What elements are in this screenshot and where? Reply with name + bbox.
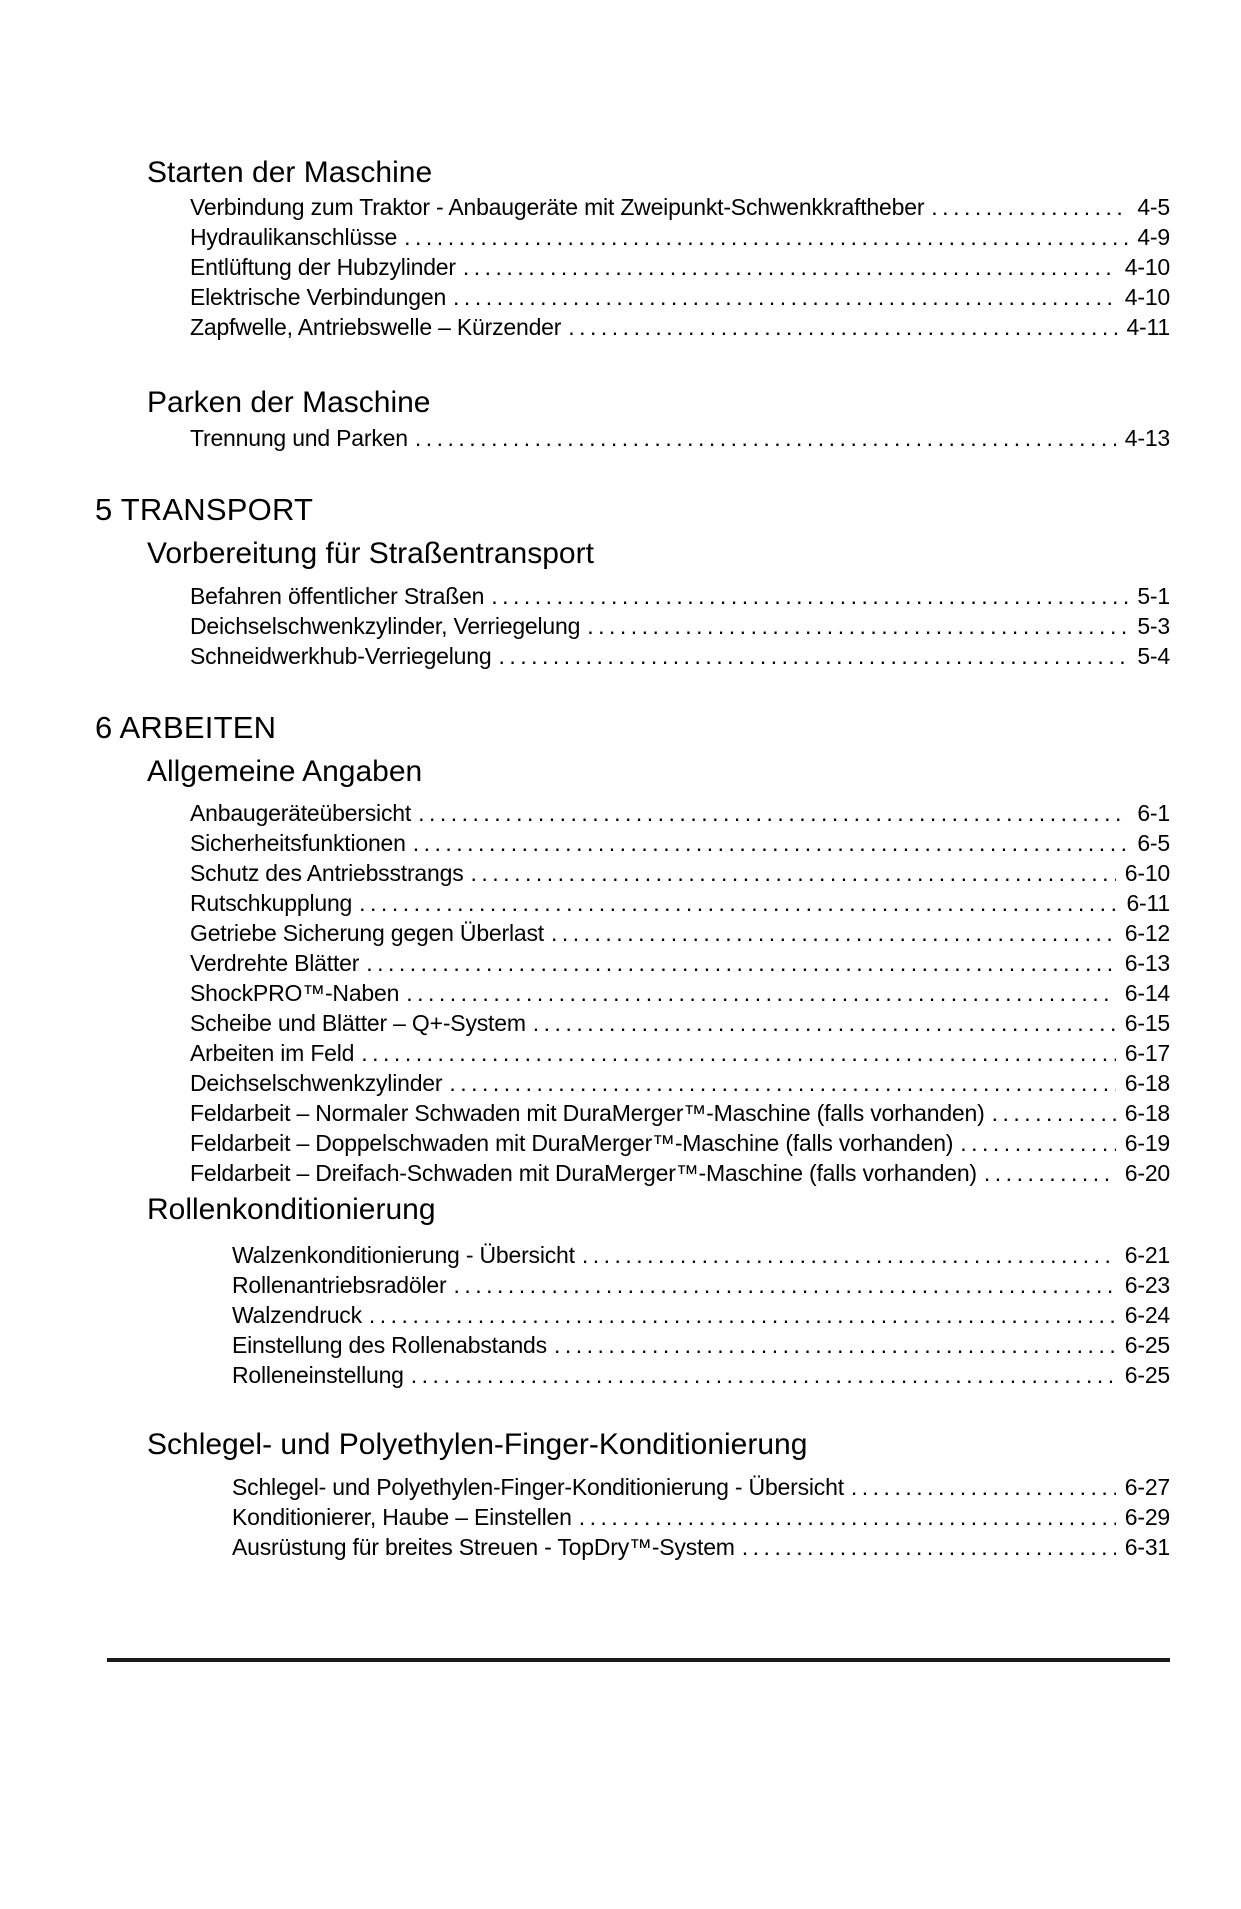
entry-page-number: 6-25 — [1124, 1362, 1170, 1388]
entry-page-number: 6-31 — [1124, 1534, 1170, 1560]
entry-title: Deichselschwenkzylinder, Verriegelung — [190, 613, 581, 639]
entry-title: Walzendruck — [232, 1302, 362, 1328]
entry-page-number: 6-20 — [1124, 1160, 1170, 1186]
entry-page-number: 4-13 — [1124, 425, 1170, 451]
section-heading: Rollenkonditionierung — [147, 1193, 436, 1226]
toc-entry — [232, 1240, 1170, 1270]
toc-entry — [190, 888, 1170, 918]
toc-entries — [0, 1472, 1241, 1562]
entry-page-number: 6-15 — [1124, 1010, 1170, 1036]
entry-title: Entlüftung der Hubzylinder — [190, 254, 456, 280]
toc-entry — [190, 1128, 1170, 1158]
toc-block-7 — [0, 1427, 1241, 1562]
entry-page-number: 6-18 — [1124, 1070, 1170, 1096]
footer-rule — [107, 1658, 1170, 1662]
dot-leader — [851, 1472, 1116, 1502]
dot-leader — [471, 858, 1116, 888]
toc-block-3 — [0, 536, 1241, 671]
toc-entry — [190, 798, 1170, 828]
entry-page-number: 6-10 — [1124, 860, 1170, 886]
toc-block-0 — [0, 155, 1241, 342]
dot-leader — [568, 312, 1117, 342]
entry-page-number: 5-4 — [1137, 643, 1170, 669]
chapter-heading: 5 TRANSPORT — [95, 492, 314, 527]
toc-entry — [190, 1098, 1170, 1128]
toc-block-4 — [0, 710, 1241, 746]
entry-title: Schlegel- und Polyethylen-Finger-Konditionierung - Übersicht — [232, 1474, 844, 1500]
entry-page-number: 6-18 — [1124, 1100, 1170, 1126]
entry-title: Befahren öffentlicher Straßen — [190, 583, 485, 609]
toc-entry — [190, 948, 1170, 978]
entry-title: Feldarbeit – Normaler Schwaden mit DuraMerger™-Maschine (falls vorhanden) — [190, 1100, 985, 1126]
dot-leader — [992, 1098, 1116, 1128]
toc-entries — [0, 192, 1241, 342]
dot-leader — [404, 222, 1128, 252]
entry-page-number: 6-14 — [1124, 980, 1170, 1006]
dot-leader — [491, 581, 1128, 611]
dot-leader — [453, 1270, 1115, 1300]
entry-title: Rutschkupplung — [190, 890, 353, 916]
entry-page-number: 6-1 — [1137, 800, 1170, 826]
dot-leader — [413, 828, 1129, 858]
entry-title: Rolleneinstellung — [232, 1362, 404, 1388]
toc-entry — [190, 641, 1170, 671]
toc-block-2 — [0, 492, 1241, 528]
toc-entries — [0, 1240, 1241, 1390]
dot-leader — [418, 798, 1128, 828]
entry-page-number: 5-3 — [1137, 613, 1170, 639]
toc-entry — [232, 1270, 1170, 1300]
toc-entry — [190, 312, 1170, 342]
entry-title: Verdrehte Blätter — [190, 950, 360, 976]
entry-title: Hydraulikanschlüsse — [190, 224, 398, 250]
dot-leader — [582, 1240, 1116, 1270]
entry-page-number: 6-25 — [1124, 1332, 1170, 1358]
toc-entry — [232, 1300, 1170, 1330]
toc-entries — [0, 581, 1241, 671]
dot-leader — [742, 1532, 1116, 1562]
dot-leader — [453, 282, 1116, 312]
entry-title: Konditionierer, Haube – Einstellen — [232, 1504, 572, 1530]
toc-entry — [190, 1158, 1170, 1188]
toc-entry — [190, 978, 1170, 1008]
dot-leader — [498, 641, 1128, 671]
entry-title: Trennung und Parken — [190, 425, 408, 451]
toc-block-1 — [0, 385, 1241, 453]
entry-title: Getriebe Sicherung gegen Überlast — [190, 920, 544, 946]
entry-page-number: 6-12 — [1124, 920, 1170, 946]
section-heading: Parken der Maschine — [147, 386, 431, 419]
dot-leader — [533, 1008, 1116, 1038]
dot-leader — [579, 1502, 1116, 1532]
entry-title: Deichselschwenkzylinder — [190, 1070, 443, 1096]
toc-entry — [190, 828, 1170, 858]
entry-page-number: 6-19 — [1124, 1130, 1170, 1156]
dot-leader — [361, 1038, 1116, 1068]
toc-entry — [190, 611, 1170, 641]
toc-page — [0, 155, 1241, 1562]
toc-entry — [190, 282, 1170, 312]
entry-title: Sicherheitsfunktionen — [190, 830, 406, 856]
entry-page-number: 4-10 — [1124, 254, 1170, 280]
toc-entry — [190, 222, 1170, 252]
toc-entry — [232, 1532, 1170, 1562]
entry-title: Schneidwerkhub-Verriegelung — [190, 643, 492, 669]
dot-leader — [415, 423, 1116, 453]
entry-title: Scheibe und Blätter – Q+-System — [190, 1010, 526, 1036]
toc-entry — [190, 1068, 1170, 1098]
toc-entry — [190, 858, 1170, 888]
entry-title: ShockPRO™-Naben — [190, 980, 400, 1006]
entry-page-number: 6-5 — [1137, 830, 1170, 856]
entry-title: Einstellung des Rollenabstands — [232, 1332, 547, 1358]
toc-entry — [190, 918, 1170, 948]
entry-title: Walzenkonditionierung - Übersicht — [232, 1242, 575, 1268]
section-heading: Vorbereitung für Straßentransport — [147, 537, 594, 570]
dot-leader — [449, 1068, 1115, 1098]
entry-page-number: 6-24 — [1124, 1302, 1170, 1328]
dot-leader — [960, 1128, 1116, 1158]
toc-entry — [190, 1008, 1170, 1038]
entry-page-number: 6-13 — [1124, 950, 1170, 976]
entry-page-number: 4-10 — [1124, 284, 1170, 310]
entry-title: Verbindung zum Traktor - Anbaugeräte mit Zweipunkt-Schwenkkraftheber — [190, 194, 925, 220]
dot-leader — [406, 978, 1116, 1008]
dot-leader — [931, 192, 1128, 222]
entry-title: Elektrische Verbindungen — [190, 284, 447, 310]
entry-title: Ausrüstung für breites Streuen - TopDry™-System — [232, 1534, 735, 1560]
toc-entries — [0, 798, 1241, 1188]
toc-entry — [190, 252, 1170, 282]
entry-title: Schutz des Antriebsstrangs — [190, 860, 464, 886]
section-heading: Starten der Maschine — [147, 156, 433, 189]
entry-page-number: 6-11 — [1126, 890, 1170, 916]
entry-title: Feldarbeit – Dreifach-Schwaden mit DuraMerger™-Maschine (falls vorhanden) — [190, 1160, 977, 1186]
entry-page-number: 6-21 — [1124, 1242, 1170, 1268]
section-heading: Allgemeine Angaben — [147, 755, 423, 788]
dot-leader — [366, 948, 1116, 978]
dot-leader — [369, 1300, 1116, 1330]
entry-title: Anbaugeräteübersicht — [190, 800, 412, 826]
entry-page-number: 5-1 — [1137, 583, 1170, 609]
entry-page-number: 6-27 — [1124, 1474, 1170, 1500]
entry-title: Zapfwelle, Antriebswelle – Kürzender — [190, 314, 562, 340]
dot-leader — [359, 888, 1117, 918]
toc-entry — [190, 192, 1170, 222]
section-heading: Schlegel- und Polyethylen-Finger-Konditionierung — [147, 1428, 808, 1461]
entry-page-number: 6-23 — [1124, 1272, 1170, 1298]
dot-leader — [463, 252, 1116, 282]
dot-leader — [984, 1158, 1116, 1188]
chapter-heading: 6 ARBEITEN — [95, 710, 277, 745]
dot-leader — [411, 1360, 1116, 1390]
toc-block-6 — [0, 1192, 1241, 1390]
entry-page-number: 4-11 — [1126, 314, 1170, 340]
entry-page-number: 4-5 — [1137, 194, 1170, 220]
toc-entry — [232, 1502, 1170, 1532]
entry-page-number: 4-9 — [1137, 224, 1170, 250]
toc-entry — [232, 1330, 1170, 1360]
toc-entry — [232, 1360, 1170, 1390]
entry-page-number: 6-29 — [1124, 1504, 1170, 1530]
toc-entry — [190, 581, 1170, 611]
toc-entries — [0, 423, 1241, 453]
entry-title: Arbeiten im Feld — [190, 1040, 355, 1066]
toc-entry — [190, 423, 1170, 453]
entry-title: Feldarbeit – Doppelschwaden mit DuraMerger™-Maschine (falls vorhanden) — [190, 1130, 954, 1156]
toc-entry — [232, 1472, 1170, 1502]
entry-title: Rollenantriebsradöler — [232, 1272, 447, 1298]
entry-page-number: 6-17 — [1124, 1040, 1170, 1066]
toc-entry — [190, 1038, 1170, 1068]
dot-leader — [551, 918, 1116, 948]
dot-leader — [554, 1330, 1116, 1360]
toc-block-5 — [0, 754, 1241, 1188]
dot-leader — [587, 611, 1128, 641]
